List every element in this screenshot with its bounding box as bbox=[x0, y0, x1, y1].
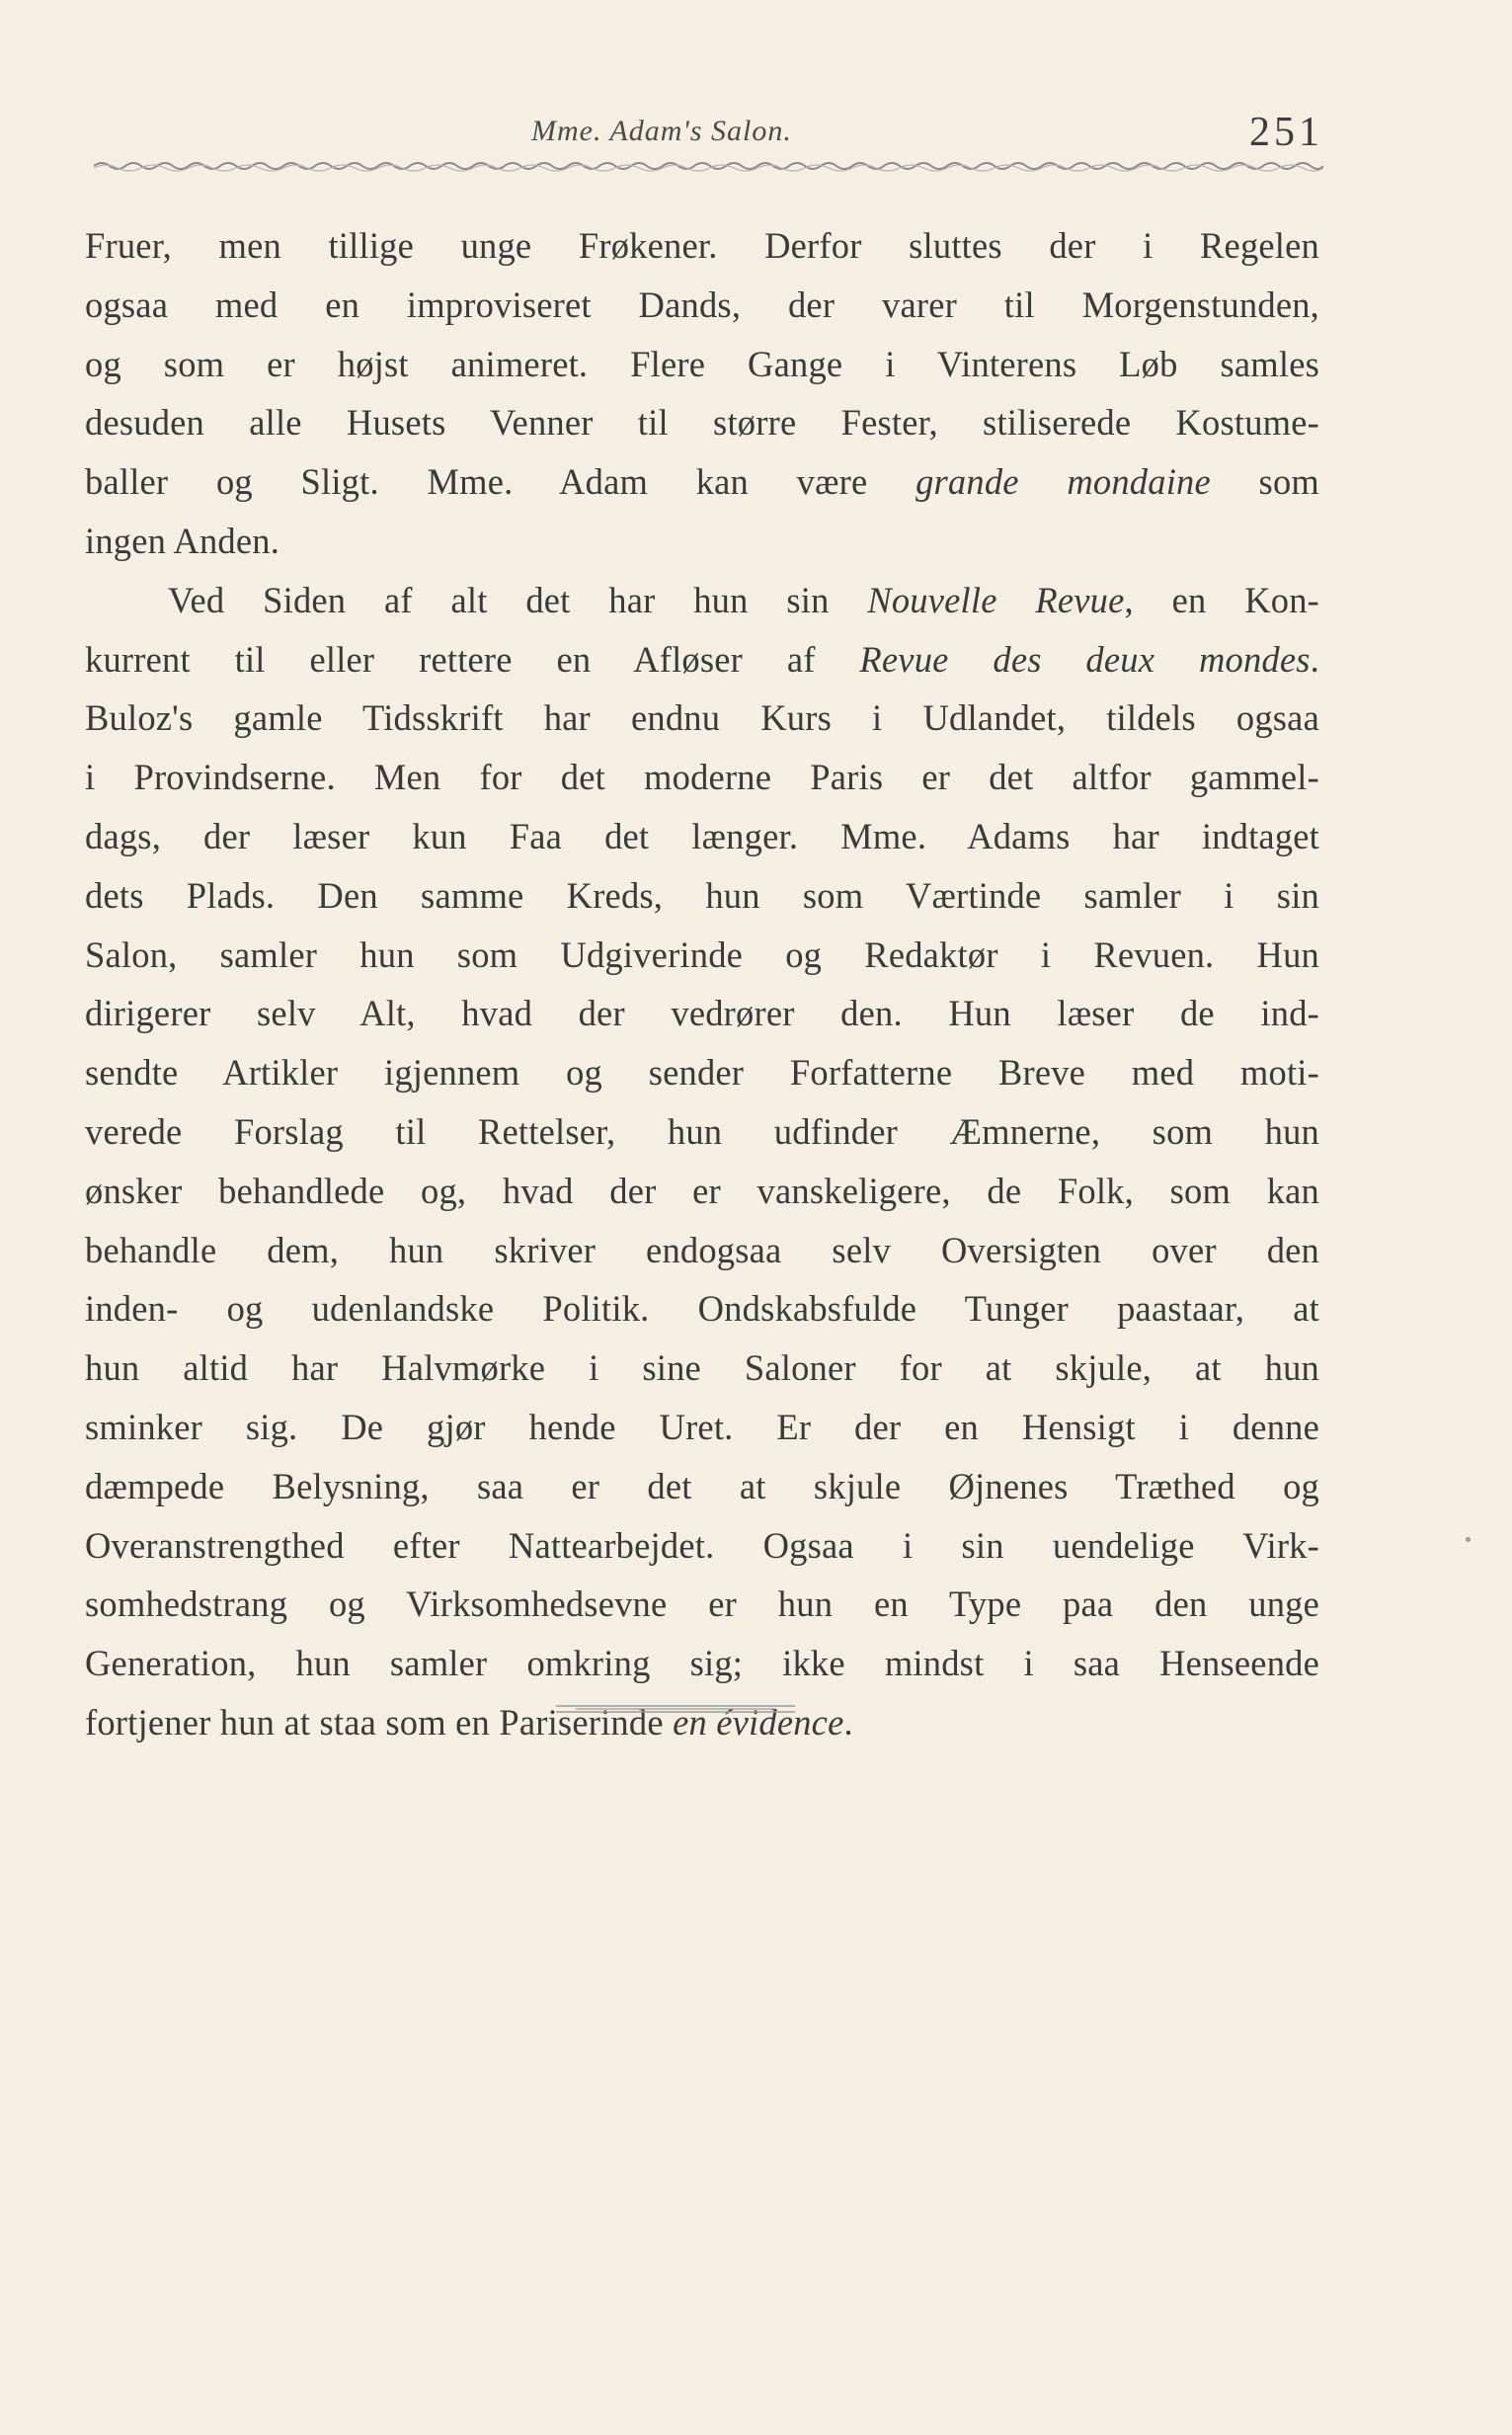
running-title: Mme. Adam's Salon. bbox=[531, 115, 792, 147]
text-segment: , en Kon- bbox=[1124, 579, 1320, 620]
text-segment: fortjener hun at staa som en Pariserinde bbox=[85, 1701, 674, 1743]
text-line-with-italic bbox=[85, 452, 1319, 512]
text-line: Salon, samler hun som Udgiverinde og Redaktør i Revuen. Hun bbox=[85, 933, 1319, 975]
page-number: 251 bbox=[1249, 110, 1323, 155]
text-line: dirigerer selv Alt, hvad der vedrører den. Hun læser de ind- bbox=[85, 993, 1319, 1034]
text-line: sminker sig. De gjør hende Uret. Er der en Hensigt i denne bbox=[85, 1406, 1319, 1447]
text-line-with-italic bbox=[85, 571, 1319, 630]
header-ornament-rule bbox=[94, 156, 1323, 176]
text-line: somhedstrang og Virksomhedsevne er hun en Type paa den unge bbox=[85, 1583, 1319, 1625]
text-segment: Ved Siden af alt det har hun sin bbox=[168, 579, 868, 620]
text-line: dets Plads. Den samme Kreds, hun som Værtinde samler i sin bbox=[85, 874, 1319, 916]
text-line: verede Forslag til Rettelser, hun udfinder Æmnerne, som hun bbox=[85, 1110, 1319, 1152]
body-paragraphs bbox=[85, 216, 1319, 1752]
text-line: ønsker behandlede og, hvad der er vanskeligere, de Folk, som kan bbox=[85, 1170, 1319, 1211]
text-line: sendte Artikler igjennem og sender Forfatterne Breve med moti- bbox=[85, 1052, 1319, 1094]
text-line: ingen Anden. bbox=[85, 520, 280, 561]
text-line: hun altid har Halvmørke i sine Saloner for at skjule, at hun bbox=[85, 1347, 1319, 1389]
text-line: desuden alle Husets Venner til større Fester, stiliserede Kostume- bbox=[85, 402, 1319, 444]
text-segment: . bbox=[843, 1701, 853, 1743]
text-line: Buloz's gamle Tidsskrift har endnu Kurs i Udlandet, tildels ogsaa bbox=[85, 697, 1319, 739]
text-segment: baller og Sligt. Mme. Adam kan være bbox=[85, 461, 916, 503]
text-line: inden- og udenlandske Politik. Ondskabsfulde Tunger paastaar, at bbox=[85, 1288, 1319, 1330]
italic-phrase: grande mondaine bbox=[915, 461, 1211, 503]
italic-phrase: Nouvelle Revue bbox=[867, 579, 1125, 620]
text-line: i Provindserne. Men for det moderne Paris er det altfor gammel- bbox=[85, 757, 1319, 798]
italic-phrase: en évidence bbox=[673, 1701, 844, 1743]
text-segment: . bbox=[1310, 638, 1319, 680]
text-line: dags, der læser kun Faa det længer. Mme. Adams har indtaget bbox=[85, 815, 1319, 856]
text-line: ogsaa med en improviseret Dands, der varer til Morgenstunden, bbox=[85, 284, 1319, 325]
text-line: dæmpede Belysning, saa er det at skjule Øjnenes Træthed og bbox=[85, 1465, 1319, 1506]
text-line-with-italic bbox=[85, 630, 1319, 690]
text-line: Overanstrengthed efter Nattearbejdet. Ogsaa i sin uendelige Virk- bbox=[85, 1524, 1319, 1566]
text-segment: som bbox=[1210, 461, 1319, 503]
text-line: Generation, hun samler omkring sig; ikke mindst i saa Henseende bbox=[85, 1643, 1319, 1684]
text-line: Fruer, men tillige unge Frøkener. Derfor sluttes der i Regelen bbox=[85, 225, 1319, 266]
text-line: og som er højst animeret. Flere Gange i Vinterens Løb samles bbox=[85, 343, 1319, 384]
running-head bbox=[0, 109, 1512, 158]
text-line-with-italic bbox=[85, 1693, 1319, 1752]
section-end-rule bbox=[556, 1704, 795, 1714]
print-speck bbox=[1466, 1537, 1471, 1542]
text-line: behandle dem, hun skriver endogsaa selv Oversigten over den bbox=[85, 1229, 1319, 1270]
italic-phrase: Revue des deux mondes bbox=[859, 638, 1311, 680]
text-segment: kurrent til eller rettere en Afløser af bbox=[85, 638, 860, 680]
